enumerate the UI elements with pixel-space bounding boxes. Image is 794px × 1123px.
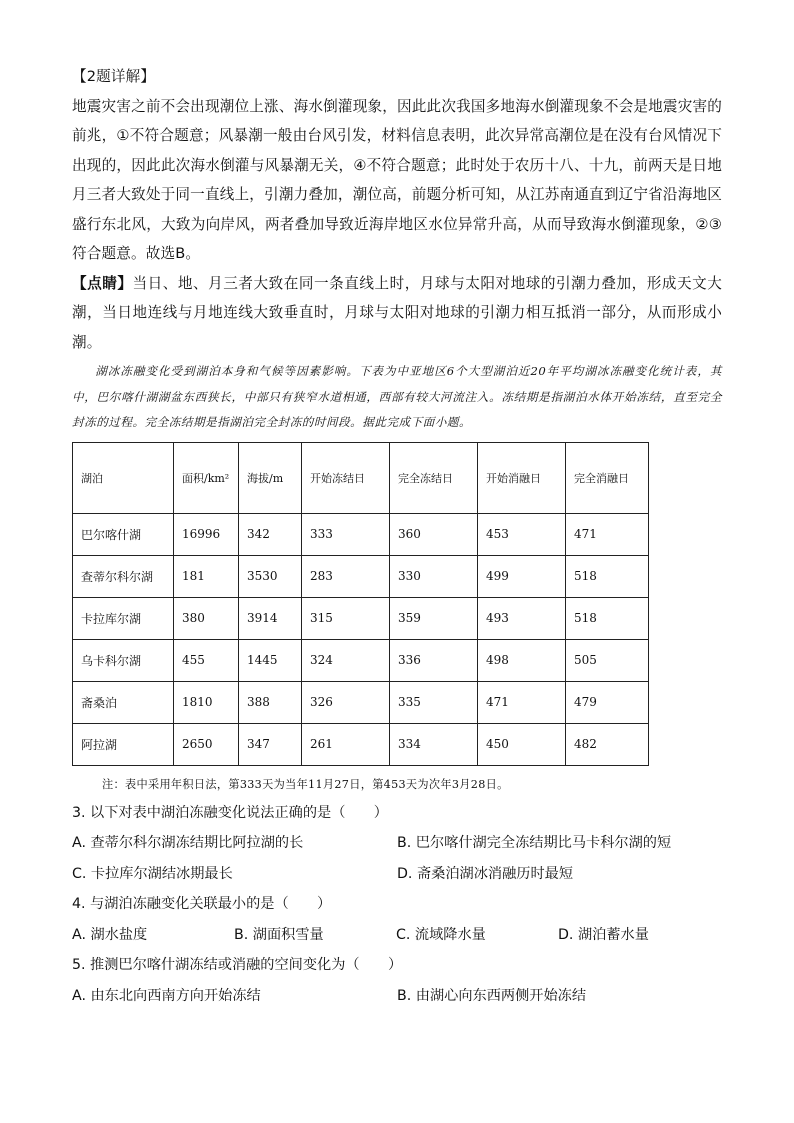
material-intro: 湖冰冻融变化受到湖泊本身和气候等因素影响。下表为中亚地区6个大型湖泊近20年平均湖冰冻融变化统计表，其中，巴尔喀什湖湖盆东西狭长，中部只有狭窄水道相通，西部有较大河流注入。冻结期是指湖泊水体开始冻结，直至完全封冻的过程。完全冻结期是指湖泊完全封冻的时间段。据此完成下面小题。 <box>72 364 722 429</box>
table-cell: 336 <box>390 639 478 681</box>
table-cell: 2650 <box>174 723 239 765</box>
tip-label: 【点睛】 <box>72 274 133 292</box>
table-note: 注：表中采用年积日法，第333天为当年11月27日，第453天为次年3月28日。 <box>102 777 509 791</box>
table-cell: 360 <box>390 513 478 555</box>
table-cell: 阿拉湖 <box>73 723 174 765</box>
options-row <box>72 920 722 951</box>
table-header: 开始消融日 <box>478 442 566 513</box>
question-5 <box>72 950 722 1011</box>
table-row <box>73 513 649 555</box>
table-row <box>73 681 649 723</box>
option-d: D. 湖泊蓄水量 <box>558 926 649 943</box>
table-cell: 卡拉库尔湖 <box>73 597 174 639</box>
question-stem: 5. 推测巴尔喀什湖冻结或消融的空间变化为（ ） <box>72 957 403 973</box>
table-cell: 335 <box>390 681 478 723</box>
table-cell: 482 <box>566 723 649 765</box>
table-cell: 498 <box>478 639 566 681</box>
table-cell: 315 <box>302 597 390 639</box>
table-cell: 3914 <box>239 597 302 639</box>
table-cell: 283 <box>302 555 390 597</box>
table-cell: 505 <box>566 639 649 681</box>
table-row <box>73 597 649 639</box>
option-c: C. 卡拉库尔湖结冰期最长 <box>72 865 233 882</box>
table-cell: 471 <box>566 513 649 555</box>
table-cell: 330 <box>390 555 478 597</box>
document-page <box>72 62 722 1011</box>
table-header: 完全消融日 <box>566 442 649 513</box>
tip-paragraph <box>72 269 722 358</box>
explanation-paragraph: 地震灾害之前不会出现潮位上涨、海水倒灌现象，因此此次我国多地海水倒灌现象不会是地震灾害的前兆，①不符合题意；风暴潮一般由台风引发，材料信息表明，此次异常高潮位是在没有台风情况下出现的，因此此次海水倒灌与风暴潮无关，④不符合题意；此时处于农历十八、十九，前两天是日地月三者大致处于同一直线上，引潮力叠加，潮位高，前题分析可知，从江苏南通直到辽宁省沿海地区盛行东北风，大致为向岸风，两者叠加导致近海岸地区水位异常升高，从而导致海水倒灌现象，②③符合题意。故选B。 <box>72 97 722 262</box>
option-b: B. 湖面积雪量 <box>234 926 324 943</box>
table-cell: 450 <box>478 723 566 765</box>
table-cell: 181 <box>174 555 239 597</box>
table-cell: 326 <box>302 681 390 723</box>
table-cell: 16996 <box>174 513 239 555</box>
table-row <box>73 555 649 597</box>
table-header-row <box>73 442 649 513</box>
table-cell: 342 <box>239 513 302 555</box>
table-header: 湖泊 <box>73 442 174 513</box>
table-cell: 261 <box>302 723 390 765</box>
table-cell: 455 <box>174 639 239 681</box>
table-cell: 334 <box>390 723 478 765</box>
options-row <box>72 859 722 890</box>
table-cell: 499 <box>478 555 566 597</box>
table-cell: 388 <box>239 681 302 723</box>
table-cell: 巴尔喀什湖 <box>73 513 174 555</box>
table-cell: 359 <box>390 597 478 639</box>
lake-freeze-table <box>72 442 649 766</box>
table-cell: 333 <box>302 513 390 555</box>
table-cell: 3530 <box>239 555 302 597</box>
table-row <box>73 639 649 681</box>
question-stem: 4. 与湖泊冻融变化关联最小的是（ ） <box>72 896 332 912</box>
option-b: B. 巴尔喀什湖完全冻结期比马卡科尔湖的短 <box>397 835 672 851</box>
question-4 <box>72 889 722 950</box>
options-row <box>72 828 722 859</box>
table-cell: 471 <box>478 681 566 723</box>
options-row <box>72 981 722 1012</box>
table-cell: 斋桑泊 <box>73 681 174 723</box>
option-d: D. 斋桑泊湖冰消融历时最短 <box>397 865 574 882</box>
table-cell: 493 <box>478 597 566 639</box>
table-cell: 518 <box>566 555 649 597</box>
table-cell: 479 <box>566 681 649 723</box>
table-header: 完全冻结日 <box>390 442 478 513</box>
table-cell: 1445 <box>239 639 302 681</box>
question-3 <box>72 798 722 890</box>
table-header: 海拔/m <box>239 442 302 513</box>
table-row <box>73 723 649 765</box>
table-cell: 453 <box>478 513 566 555</box>
table-header: 面积/km² <box>174 442 239 513</box>
table-cell: 518 <box>566 597 649 639</box>
option-b: B. 由湖心向东西两侧开始冻结 <box>397 987 587 1004</box>
option-c: C. 流域降水量 <box>396 926 486 943</box>
option-a: A. 由东北向西南方向开始冻结 <box>72 987 261 1004</box>
tip-text: 当日、地、月三者大致在同一条直线上时，月球与太阳对地球的引潮力叠加，形成天文大潮，当日地连线与月地连线大致垂直时，月球与太阳对地球的引潮力相互抵消一部分，从而形成小潮。 <box>72 274 722 351</box>
table-header: 开始冻结日 <box>302 442 390 513</box>
option-a: A. 湖水盐度 <box>72 926 148 943</box>
question-stem: 3. 以下对表中湖泊冻融变化说法正确的是（ ） <box>72 804 388 821</box>
table-cell: 乌卡科尔湖 <box>73 639 174 681</box>
table-cell: 380 <box>174 597 239 639</box>
option-a: A. 查蒂尔科尔湖冻结期比阿拉湖的长 <box>72 835 304 851</box>
table-cell: 1810 <box>174 681 239 723</box>
table-cell: 查蒂尔科尔湖 <box>73 555 174 597</box>
explanation-heading: 【2题详解】 <box>72 68 156 85</box>
table-cell: 347 <box>239 723 302 765</box>
table-cell: 324 <box>302 639 390 681</box>
